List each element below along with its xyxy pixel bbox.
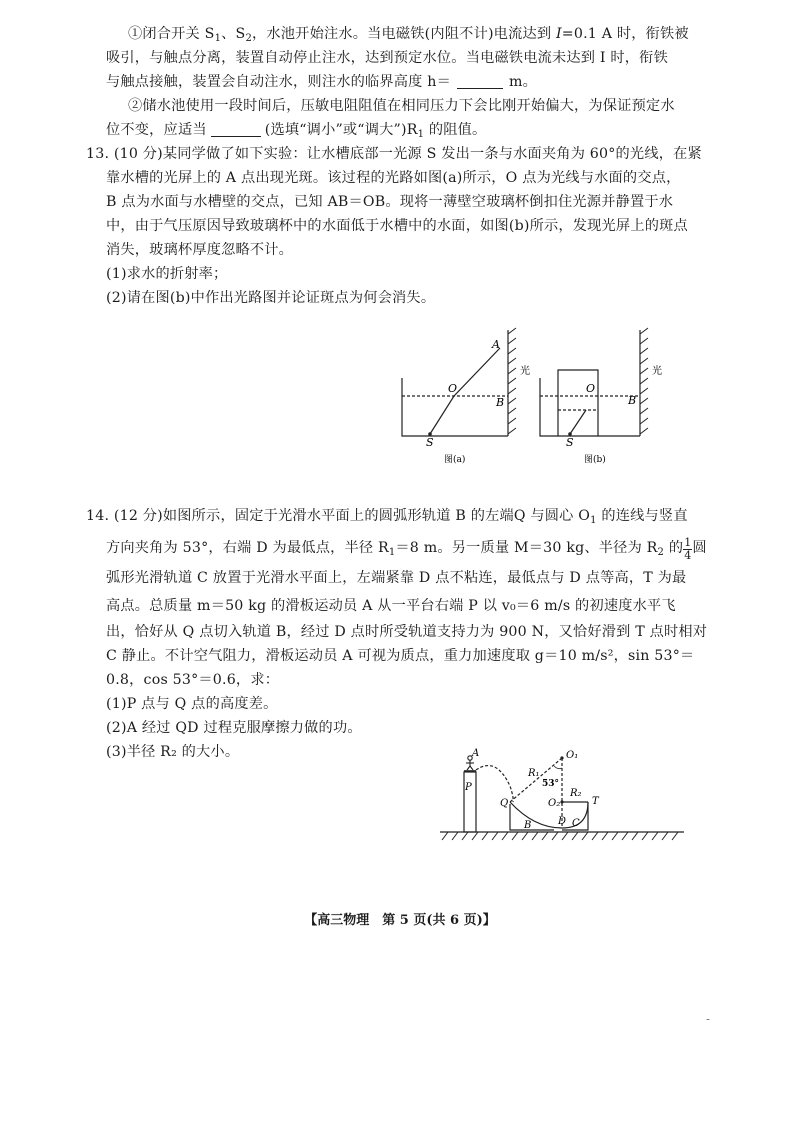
- q14-part-3: (3)半径 R₂ 的大小。: [106, 744, 240, 760]
- q12-line-4: ②储水池使用一段时间后，压敏电阻阻值在相同压力下会比刚开始偏大，为保证预定水: [128, 98, 675, 114]
- q14-line-4: 高点。总质量 m＝50 kg 的滑板运动员 A 从一平台右端 P 以 v₀＝6 m/s 的初速度水平飞: [106, 598, 676, 614]
- answer-blank-h[interactable]: [457, 74, 503, 89]
- q13-line-4: 中，由于气压原因导致玻璃杯中的水面低于水槽中的水面，如图(b)所示，发现光屏上的斑点: [106, 218, 688, 234]
- q14-line-5: 出，恰好从 Q 点切入轨道 B，经过 D 点时所受轨道支持力为 900 N，又恰好滑到 T 点时相对: [106, 624, 708, 640]
- caption-a: 图(a): [444, 455, 466, 465]
- label-b-O: O: [586, 382, 596, 395]
- inverted-glass: [558, 370, 598, 436]
- label-q14-A: A: [472, 748, 480, 759]
- q14-part-1: (1)P 点与 Q 点的高度差。: [106, 696, 278, 712]
- label-a-B: B: [496, 396, 505, 409]
- q14-part-2: (2)A 经过 QD 过程克服摩擦力做的功。: [106, 720, 362, 736]
- figure-b: [536, 318, 670, 468]
- answer-blank-r1[interactable]: [211, 122, 261, 137]
- label-q14-Q: Q: [500, 798, 509, 809]
- label-q14-P: P: [465, 782, 472, 793]
- figure-q14: [438, 746, 688, 846]
- label-b-S: S: [566, 436, 574, 449]
- label-q14-R2: R₂: [570, 788, 582, 799]
- label-q14-O1: O₁: [566, 750, 579, 761]
- projectile-path: [476, 766, 513, 802]
- q13-line-5: 消失，玻璃杯厚度忽略不计。: [106, 242, 294, 258]
- label-q14-B: B: [524, 820, 532, 831]
- q13-line-1: 13. (10 分)某同学做了如下实验：让水槽底部一光源 S 发出一条与水面夹角为 60°的光线，在紧: [86, 146, 702, 162]
- label-q14-T: T: [592, 796, 599, 807]
- fraction-quarter: $\frac{1}{4}$: [684, 536, 692, 562]
- label-a-S: S: [426, 436, 434, 449]
- q12-line-3: 与触点接触，装置会自动注水，则注水的临界高度 h＝ m。: [106, 74, 538, 90]
- q14-line-1: 14. (12 分)如图所示，固定于光滑水平面上的圆弧形轨道 B 的左端Q 与圆心 $O_1$ 的连线与竖直: [86, 508, 688, 526]
- label-b-B: B: [628, 394, 637, 407]
- q14-line-3: 弧形光滑轨道 C 放置于光滑水平面上，左端紧靠 D 点不粘连，最低点与 D 点等高，T 为最: [106, 570, 687, 586]
- label-q14-angle: 53°: [542, 779, 560, 789]
- label-a-O: O: [448, 382, 458, 395]
- q14-line-7: 0.8，cos 53°＝0.6，求：: [106, 672, 280, 688]
- corner-mark: -: [706, 1012, 711, 1026]
- q12-line-1: ①闭合开关 $S_1$、$S_2$，水池开始注水。当电磁铁(内阻不计)电流达到 I=0.1 A 时，衔铁被: [128, 26, 689, 44]
- q13-line-3: B 点为水面与水槽壁的交点，已知 AB＝OB。现将一薄壁空玻璃杯倒扣住光源并静置于水: [106, 194, 674, 210]
- q13-part-1: (1)求水的折射率；: [106, 266, 228, 282]
- label-q14-C: C: [572, 818, 580, 829]
- q14-line-2: 方向夹角为 53°，右端 D 为最低点，半径 $R_1=8$ m。另一质量 M＝30 kg、半径为 $R_2$ 的 $\frac{1}{4}$ 圆: [106, 536, 707, 562]
- q12-line-5: 位不变，应适当 (选填“调小”或“调大$”)R_1$ 的阻值。: [106, 122, 487, 140]
- q13-line-2: 靠水槽的光屏上的 A 点出现光斑。该过程的光路如图(a)所示，O 点为光线与水面的交点，: [106, 170, 681, 186]
- q12-line-2: 吸引，与触点分离，装置自动停止注水，达到预定水位。当电磁铁电流未达到 I 时，衔铁: [106, 50, 668, 66]
- page-footer: 【高三物理 第 5 页(共 6 页)】: [304, 913, 496, 928]
- light-ray-b: [570, 410, 586, 434]
- label-q14-R1: R₁: [528, 768, 540, 779]
- label-q14-O2: O₂: [548, 798, 561, 809]
- label-a-screen: 光: [520, 366, 530, 377]
- caption-b: 图(b): [584, 455, 606, 465]
- platform-p: [464, 772, 476, 832]
- label-a-A: A: [492, 338, 500, 351]
- q13-part-2: (2)请在图(b)中作出光路图并论证斑点为何会消失。: [106, 290, 436, 306]
- q14-line-6: C 静止。不计空气阻力，滑板运动员 A 可视为质点，重力加速度取 g＝10 m/s²，sin 53°＝: [106, 648, 695, 664]
- label-b-screen: 光: [652, 366, 662, 377]
- light-ray-a: [430, 348, 500, 434]
- label-q14-D: D: [558, 816, 567, 827]
- figure-a: [396, 318, 530, 468]
